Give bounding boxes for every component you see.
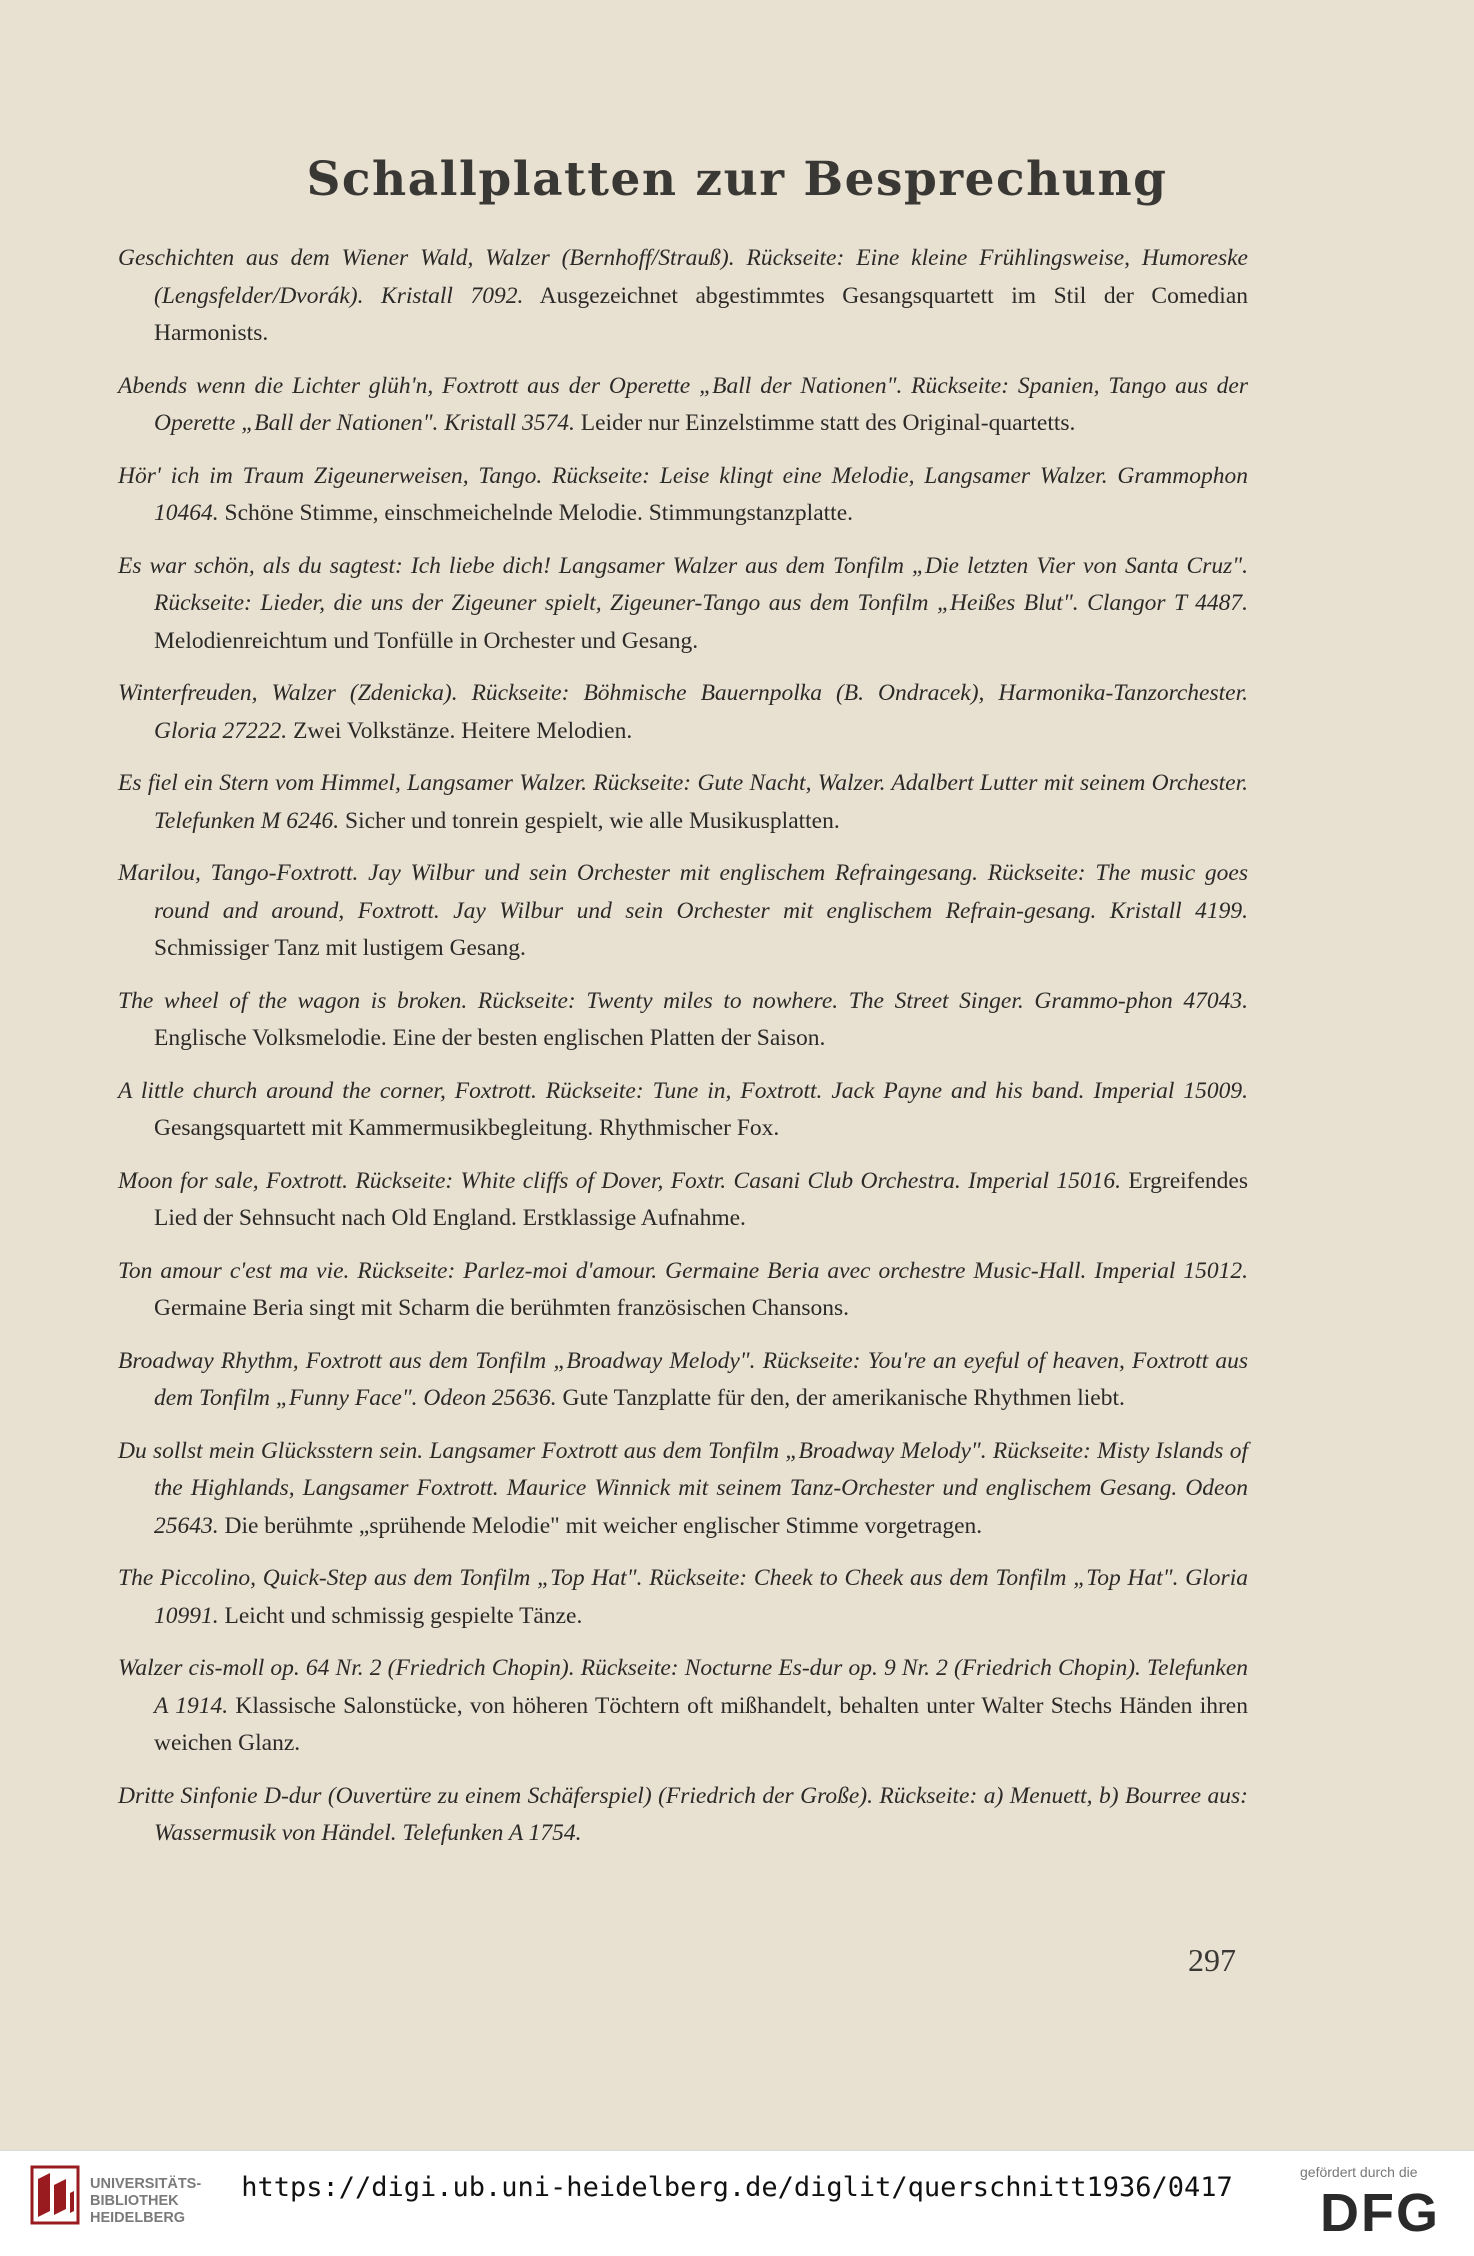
viewer-footer	[0, 2150, 1474, 2256]
permalink-url[interactable]: https://digi.ub.uni-heidelberg.de/diglit/querschnitt1936/0417	[241, 2172, 1233, 2203]
list-item: Moon for sale, Foxtrott. Rückseite: White cliffs of Dover, Foxtr. Casani Club Orchestra. Imperial 15016. Ergreifendes Lied der Sehnsucht nach Old England. Erstklassige Aufnahme.	[118, 1167, 1248, 1231]
list-item: Marilou, Tango-Foxtrott. Jay Wilbur und sein Orchester mit englischem Refraingesang. Rückseite: The music goes round and around, Foxtrott. Jay Wilbur und sein Orchester mit englischem Refrain-gesang. Kristall 4199. Schmissiger Tanz mit lustigem Gesang.	[118, 860, 1248, 961]
list-item: Du sollst mein Glücksstern sein. Langsamer Foxtrott aus dem Tonfilm „Broadway Melody". Rückseite: Misty Islands of the Highlands, Langsamer Foxtrott. Maurice Winnick mit seinem Tanz-Orchester und englischem Gesang. Odeon 25643. Die berühmte „sprühende Melodie" mit weicher englischer Stimme vorgetragen.	[118, 1437, 1248, 1539]
list-item: The wheel of the wagon is broken. Rückseite: Twenty miles to nowhere. The Street Singer. Grammo-phon 47043. Englische Volksmelodie. Eine der besten englischen Platten der Saison.	[118, 987, 1248, 1051]
list-item: Geschichten aus dem Wiener Wald, Walzer (Bernhoff/Strauß). Rückseite: Eine kleine Frühlingsweise, Humoreske (Lengsfelder/Dvorák). Kristall 7092. Ausgezeichnet abgestimmtes Gesangsquartett im Stil der Comedian Harmonists.	[118, 245, 1248, 346]
list-item: Broadway Rhythm, Foxtrott aus dem Tonfilm „Broadway Melody". Rückseite: You're an eyeful of heaven, Foxtrott aus dem Tonfilm „Funny Face". Odeon 25636. Gute Tanzplatte für den, der amerikanische Rhythmen liebt.	[118, 1347, 1248, 1411]
list-item: Hör' ich im Traum Zigeunerweisen, Tango. Rückseite: Leise klingt eine Melodie, Langsamer Walzer. Grammophon 10464. Schöne Stimme, einschmeichelnde Melodie. Stimmungstanzplatte.	[118, 462, 1248, 526]
library-name: UNIVERSITÄTS- BIBLIOTHEK HEIDELBERG	[90, 2176, 202, 2226]
dfg-logo: DFG	[1320, 2183, 1440, 2243]
list-item: The Piccolino, Quick-Step aus dem Tonfilm „Top Hat". Rückseite: Cheek to Cheek aus dem Tonfilm „Top Hat". Gloria 10991. Leicht und schmissig gespielte Tänze.	[118, 1565, 1248, 1629]
record-review-list	[118, 240, 1248, 1868]
list-item: Abends wenn die Lichter glüh'n, Foxtrott aus der Operette „Ball der Nationen". Rückseite: Spanien, Tango aus der Operette „Ball der Nationen". Kristall 3574. Leider nur Einzelstimme statt des Original-quartetts.	[118, 372, 1248, 436]
list-item: Winterfreuden, Walzer (Zdenicka). Rückseite: Böhmische Bauernpolka (B. Ondracek), Harmonika-Tanzorchester. Gloria 27222. Zwei Volkstänze. Heitere Melodien.	[118, 680, 1248, 744]
funded-by-label: gefördert durch die	[1300, 2164, 1418, 2180]
list-item: Walzer cis-moll op. 64 Nr. 2 (Friedrich Chopin). Rückseite: Nocturne Es-dur op. 9 Nr. 2 (Friedrich Chopin). Telefunken A 1914. Klassische Salonstücke, von höheren Töchtern oft mißhandelt, behalten unter Walter Stechs Händen ihren weichen Glanz.	[118, 1655, 1248, 1756]
page-number: 297	[1188, 1942, 1236, 1978]
list-item: A little church around the corner, Foxtrott. Rückseite: Tune in, Foxtrott. Jack Payne and his band. Imperial 15009. Gesangsquartett mit Kammermusikbegleitung. Rhythmischer Fox.	[118, 1077, 1248, 1141]
list-item: Dritte Sinfonie D-dur (Ouvertüre zu einem Schäferspiel) (Friedrich der Große). Rückseite: a) Menuett, b) Bourree aus: Wassermusik von Händel. Telefunken A 1754.	[118, 1782, 1248, 1846]
list-item: Ton amour c'est ma vie. Rückseite: Parlez-moi d'amour. Germaine Beria avec orchestre Music-Hall. Imperial 15012. Germaine Beria singt mit Scharm die berühmten französischen Chansons.	[118, 1257, 1248, 1321]
list-item: Es fiel ein Stern vom Himmel, Langsamer Walzer. Rückseite: Gute Nacht, Walzer. Adalbert Lutter mit seinem Orchester. Telefunken M 6246. Sicher und tonrein gespielt, wie alle Musikusplatten.	[118, 770, 1248, 834]
list-item: Es war schön, als du sagtest: Ich liebe dich! Langsamer Walzer aus dem Tonfilm „Die letzten Vier von Santa Cruz". Rückseite: Lieder, die uns der Zigeuner spielt, Zigeuner-Tango aus dem Tonfilm „Heißes Blut". Clangor T 4487. Melodienreichtum und Tonfülle in Orchester und Gesang.	[118, 552, 1248, 654]
page-title: Schallplatten zur Besprechung	[306, 152, 1168, 207]
